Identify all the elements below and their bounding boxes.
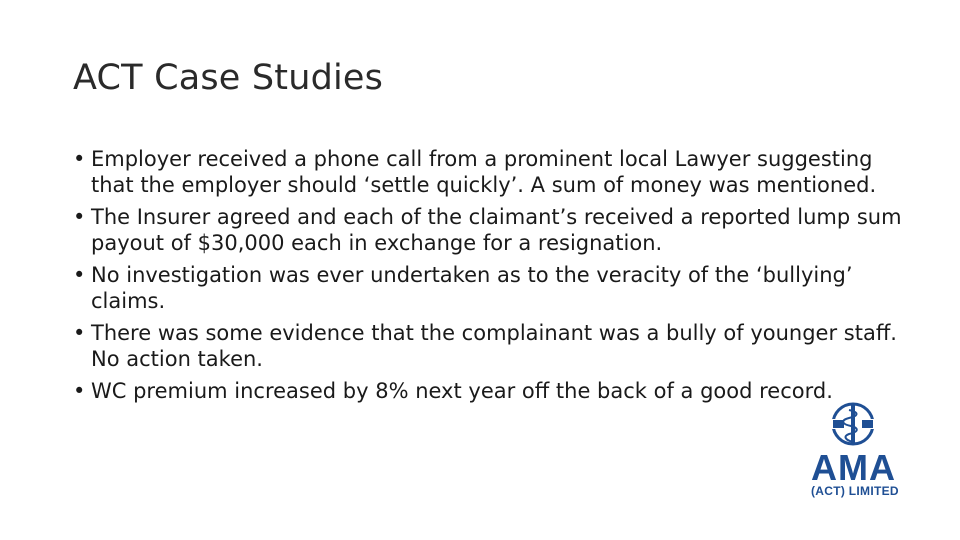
bullet-marker: • — [73, 321, 86, 345]
bullet-text: WC premium increased by 8% next year off the back of a good record. — [91, 379, 833, 403]
bullet-item — [73, 262, 913, 314]
bullet-marker: • — [73, 205, 86, 229]
bullet-marker: • — [73, 147, 86, 171]
bullet-item — [73, 320, 913, 372]
bullet-item — [73, 204, 913, 256]
bullet-marker: • — [73, 379, 86, 403]
slide-title: ACT Case Studies — [73, 58, 384, 98]
bullet-item — [73, 378, 913, 404]
bullet-marker: • — [73, 263, 86, 287]
caduceus-icon — [805, 402, 920, 450]
logo-subtitle: (ACT) LIMITED — [811, 484, 899, 498]
bullet-text: The Insurer agreed and each of the claimant’s received a reported lump sum payout of $30,000 each in exchange for a resignation. — [91, 205, 902, 255]
ama-logo — [805, 402, 920, 502]
bullet-text: There was some evidence that the complainant was a bully of younger staff. No action taken. — [91, 321, 897, 371]
logo-wordmark: AMA — [811, 447, 896, 488]
bullet-list — [73, 146, 913, 410]
bullet-text: No investigation was ever undertaken as to the veracity of the ‘bullying’ claims. — [91, 263, 853, 313]
bullet-item — [73, 146, 913, 198]
bullet-text: Employer received a phone call from a prominent local Lawyer suggesting that the employer should ‘settle quickly’. A sum of money was mentioned. — [91, 147, 877, 197]
